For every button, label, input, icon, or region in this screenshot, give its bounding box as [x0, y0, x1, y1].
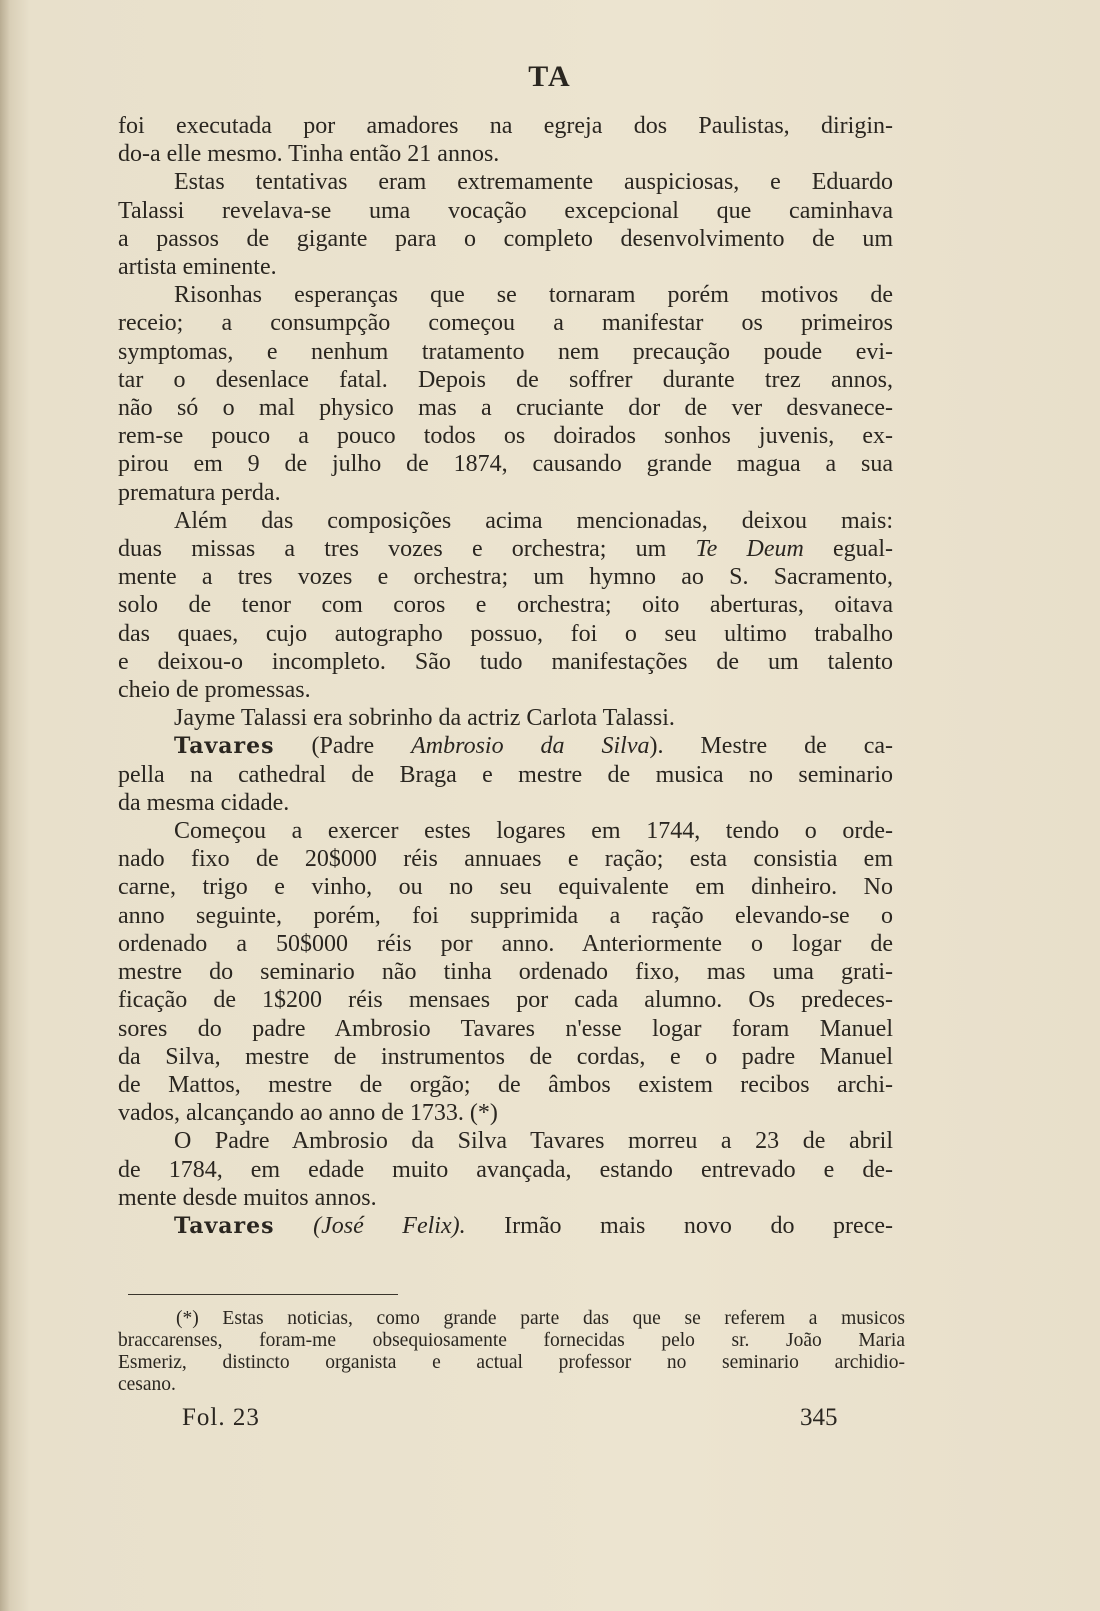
text-line: prematura perda. — [118, 479, 281, 506]
text-line: solo de tenor com coros e orchestra; oito aberturas, oitava — [118, 592, 893, 619]
text-line: tar o desenlace fatal. Depois de soffrer durante trez annos, — [118, 366, 893, 393]
text-line: Risonhas esperanças que se tornaram porém motivos de — [174, 282, 893, 309]
text-line: carne, trigo e vinho, ou no seu equivalente em dinheiro. No — [118, 874, 893, 901]
text-line: pella na cathedral de Braga e mestre de musica no seminario — [118, 761, 893, 788]
text-line: de 1784, em edade muito avançada, estando entrevado e de- — [118, 1156, 893, 1183]
text-line: ordenado a 50$000 réis por anno. Anteriormente o logar de — [118, 930, 893, 957]
page-number: 345 — [800, 1404, 838, 1431]
text-line: de Mattos, mestre de orgão; de âmbos existem recibos archi- — [118, 1071, 893, 1098]
text-line: Tavares (Padre Ambrosio da Silva). Mestre de ca- — [174, 733, 893, 760]
footnote-line: (*) Estas noticias, como grande parte das que se referem a musicos — [176, 1308, 905, 1329]
text-line: Tavares (José Felix). Irmão mais novo do prece- — [174, 1212, 893, 1239]
text-line: foi executada por amadores na egreja dos Paulistas, dirigin- — [118, 113, 893, 139]
text-line: anno seguinte, porém, foi supprimida a ração elevando-se o — [118, 902, 893, 929]
running-head: TA — [528, 60, 572, 93]
text-line: mestre do seminario não tinha ordenado fixo, mas uma grati- — [118, 959, 893, 986]
footnote-rule — [128, 1294, 398, 1295]
text-line: Além das composições acima mencionadas, deixou mais: — [174, 507, 893, 534]
footnote-line: cesano. — [118, 1374, 176, 1395]
text-line: Começou a exercer estes logares em 1744, tendo o orde- — [174, 818, 893, 845]
text-line: symptomas, e nenhum tratamento nem precaução poude evi- — [118, 338, 893, 365]
text-line: da Silva, mestre de instrumentos de cordas, e o padre Manuel — [118, 1043, 893, 1070]
body-text — [118, 112, 893, 1240]
text-line: do-a elle mesmo. Tinha então 21 annos. — [118, 141, 500, 168]
signature-mark: Fol. 23 — [182, 1404, 260, 1431]
text-line: receio; a consumpção começou a manifestar os primeiros — [118, 310, 893, 337]
text-line: pirou em 9 de julho de 1874, causando grande magua a sua — [118, 451, 893, 478]
footnote — [118, 1308, 905, 1396]
footnote-line: braccarenses, foram-me obsequiosamente fornecidas pelo sr. João Maria — [118, 1330, 905, 1351]
text-line: mente a tres vozes e orchestra; um hymno ao S. Sacramento, — [118, 564, 893, 591]
text-line: das quaes, cujo autographo possuo, foi o seu ultimo trabalho — [118, 620, 893, 647]
text-line: artista eminente. — [118, 254, 277, 281]
text-line: e deixou-o incompleto. São tudo manifestações de um talento — [118, 648, 893, 675]
text-line: da mesma cidade. — [118, 789, 290, 816]
footnote-line: Esmeriz, distincto organista e actual professor no seminario archidio- — [118, 1352, 905, 1373]
text-line: vados, alcançando ao anno de 1733. (*) — [118, 1100, 498, 1127]
text-line: cheio de promessas. — [118, 677, 311, 704]
text-line: nado fixo de 20$000 réis annuaes e ração; esta consistia em — [118, 846, 893, 873]
text-line: a passos de gigante para o completo desenvolvimento de um — [118, 225, 893, 252]
text-line: Estas tentativas eram extremamente auspiciosas, e Eduardo — [174, 169, 893, 196]
text-line: sores do padre Ambrosio Tavares n'esse logar foram Manuel — [118, 1015, 893, 1042]
text-line: ficação de 1$200 réis mensaes por cada alumno. Os predeces- — [118, 987, 893, 1014]
text-line: rem-se pouco a pouco todos os doirados sonhos juvenis, ex- — [118, 423, 893, 450]
text-line: não só o mal physico mas a cruciante dor de ver desvanece- — [118, 395, 893, 422]
text-line: Jayme Talassi era sobrinho da actriz Carlota Talassi. — [174, 705, 675, 732]
text-line: duas missas a tres vozes e orchestra; um Te Deum egual- — [118, 536, 893, 563]
text-line: O Padre Ambrosio da Silva Tavares morreu a 23 de abril — [174, 1128, 893, 1155]
text-line: mente desde muitos annos. — [118, 1184, 377, 1211]
text-line: Talassi revelava-se uma vocação excepcional que caminhava — [118, 197, 893, 224]
